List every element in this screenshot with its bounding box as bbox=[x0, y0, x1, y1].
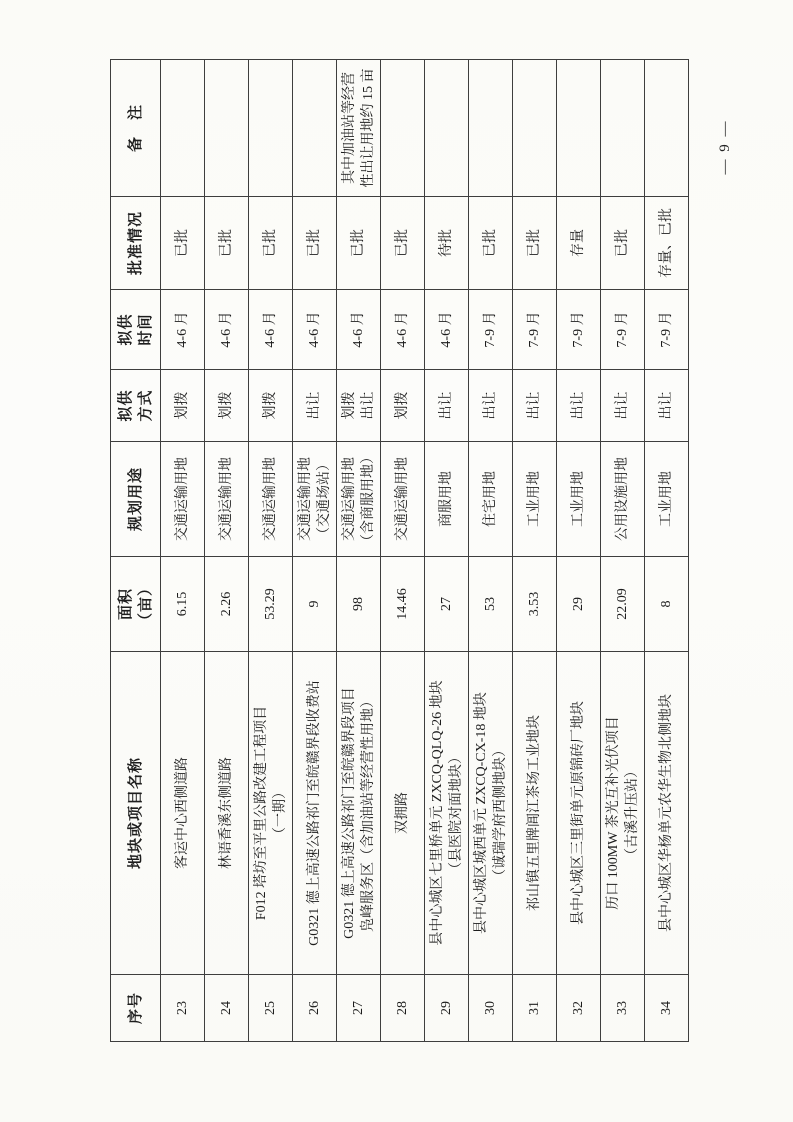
cell-seq: 32 bbox=[557, 975, 601, 1042]
cell-area: 53.29 bbox=[249, 557, 293, 652]
cell-time: 4-6 月 bbox=[205, 290, 249, 370]
cell-method: 出让 bbox=[557, 370, 601, 442]
cell-seq: 25 bbox=[249, 975, 293, 1042]
cell-method: 出让 bbox=[601, 370, 645, 442]
cell-time: 4-6 月 bbox=[381, 290, 425, 370]
cell-use: 交通运输用地 （含商服用地） bbox=[337, 442, 381, 557]
header-use: 规划用途 bbox=[111, 442, 161, 557]
cell-seq: 34 bbox=[645, 975, 689, 1042]
table-row bbox=[381, 60, 425, 1042]
cell-use: 交通运输用地 （交通场站） bbox=[293, 442, 337, 557]
cell-note: 其中加油站等经营 性出让用地约 15 亩 bbox=[337, 60, 381, 197]
cell-seq: 27 bbox=[337, 975, 381, 1042]
cell-method: 出让 bbox=[293, 370, 337, 442]
cell-use: 住宅用地 bbox=[469, 442, 513, 557]
cell-note bbox=[557, 60, 601, 197]
cell-note bbox=[645, 60, 689, 197]
cell-name: G0321 德上高速公路祁门至皖赣界段项目 凫峰服务区（含加油站等经营性用地） bbox=[337, 652, 381, 975]
page-number: — 9 — bbox=[717, 119, 733, 175]
cell-name: 历口 100MW 茶光互补光伏项目 （古溪升压站） bbox=[601, 652, 645, 975]
header-seq: 序号 bbox=[111, 975, 161, 1042]
cell-approval: 存量、已批 bbox=[645, 197, 689, 290]
cell-area: 6.15 bbox=[161, 557, 205, 652]
cell-area: 53 bbox=[469, 557, 513, 652]
cell-time: 7-9 月 bbox=[513, 290, 557, 370]
cell-seq: 29 bbox=[425, 975, 469, 1042]
cell-name: 县中心城区三里街单元原锦砖厂地块 bbox=[557, 652, 601, 975]
table-row bbox=[293, 60, 337, 1042]
cell-note bbox=[381, 60, 425, 197]
cell-note bbox=[513, 60, 557, 197]
cell-use: 工业用地 bbox=[645, 442, 689, 557]
cell-area: 27 bbox=[425, 557, 469, 652]
cell-use: 交通运输用地 bbox=[205, 442, 249, 557]
table-row bbox=[645, 60, 689, 1042]
cell-seq: 30 bbox=[469, 975, 513, 1042]
cell-approval: 已批 bbox=[249, 197, 293, 290]
cell-method: 出让 bbox=[513, 370, 557, 442]
cell-name: 客运中心西侧道路 bbox=[161, 652, 205, 975]
cell-method: 划拨 bbox=[249, 370, 293, 442]
table-row bbox=[205, 60, 249, 1042]
header-approval: 批准情况 bbox=[111, 197, 161, 290]
cell-name: 县中心城区七里桥单元 ZXCQ-QLQ-26 地块 （县医院对面地块） bbox=[425, 652, 469, 975]
header-method: 拟供 方式 bbox=[111, 370, 161, 442]
cell-approval: 已批 bbox=[161, 197, 205, 290]
cell-time: 7-9 月 bbox=[645, 290, 689, 370]
cell-approval: 待批 bbox=[425, 197, 469, 290]
cell-name: G0321 德上高速公路祁门至皖赣界段收费站 bbox=[293, 652, 337, 975]
header-name: 地块或项目名称 bbox=[111, 652, 161, 975]
cell-area: 22.09 bbox=[601, 557, 645, 652]
cell-seq: 33 bbox=[601, 975, 645, 1042]
land-supply-table bbox=[110, 59, 689, 1042]
cell-method: 划拨 bbox=[161, 370, 205, 442]
cell-time: 4-6 月 bbox=[161, 290, 205, 370]
cell-seq: 23 bbox=[161, 975, 205, 1042]
cell-use: 商服用地 bbox=[425, 442, 469, 557]
table-header-row bbox=[111, 60, 161, 1042]
table-row bbox=[557, 60, 601, 1042]
cell-method: 出让 bbox=[645, 370, 689, 442]
cell-name: 林语香溪东侧道路 bbox=[205, 652, 249, 975]
cell-approval: 已批 bbox=[381, 197, 425, 290]
cell-name: 双拥路 bbox=[381, 652, 425, 975]
cell-method: 划拨 bbox=[381, 370, 425, 442]
cell-seq: 24 bbox=[205, 975, 249, 1042]
cell-seq: 28 bbox=[381, 975, 425, 1042]
cell-use: 工业用地 bbox=[557, 442, 601, 557]
cell-note bbox=[425, 60, 469, 197]
cell-seq: 26 bbox=[293, 975, 337, 1042]
cell-approval: 已批 bbox=[601, 197, 645, 290]
cell-method: 划拨 出让 bbox=[337, 370, 381, 442]
cell-area: 8 bbox=[645, 557, 689, 652]
cell-seq: 31 bbox=[513, 975, 557, 1042]
cell-note bbox=[293, 60, 337, 197]
cell-approval: 已批 bbox=[293, 197, 337, 290]
header-time: 拟供 时间 bbox=[111, 290, 161, 370]
cell-approval: 存量 bbox=[557, 197, 601, 290]
table-row bbox=[337, 60, 381, 1042]
cell-area: 9 bbox=[293, 557, 337, 652]
cell-name: 祁山镇五里牌阊江茶场工业地块 bbox=[513, 652, 557, 975]
cell-time: 4-6 月 bbox=[425, 290, 469, 370]
cell-use: 工业用地 bbox=[513, 442, 557, 557]
table-row bbox=[513, 60, 557, 1042]
rotated-table-container bbox=[110, 60, 688, 1042]
cell-method: 出让 bbox=[425, 370, 469, 442]
cell-note bbox=[205, 60, 249, 197]
table-row bbox=[161, 60, 205, 1042]
cell-name: F012 塔坊至平里公路改建工程项目 （一期） bbox=[249, 652, 293, 975]
header-note: 备 注 bbox=[111, 60, 161, 197]
cell-note bbox=[161, 60, 205, 197]
cell-note bbox=[249, 60, 293, 197]
cell-note bbox=[469, 60, 513, 197]
cell-time: 7-9 月 bbox=[557, 290, 601, 370]
cell-area: 29 bbox=[557, 557, 601, 652]
cell-time: 4-6 月 bbox=[337, 290, 381, 370]
cell-approval: 已批 bbox=[513, 197, 557, 290]
cell-time: 7-9 月 bbox=[469, 290, 513, 370]
cell-area: 98 bbox=[337, 557, 381, 652]
table-row bbox=[249, 60, 293, 1042]
cell-use: 交通运输用地 bbox=[381, 442, 425, 557]
cell-method: 出让 bbox=[469, 370, 513, 442]
cell-name: 县中心城区城西单元 ZXCQ-CX-18 地块 （诚瑞学府西侧地块） bbox=[469, 652, 513, 975]
cell-name: 县中心城区华杨单元农华生物北侧地块 bbox=[645, 652, 689, 975]
header-area: 面积 （亩） bbox=[111, 557, 161, 652]
table-row bbox=[469, 60, 513, 1042]
cell-approval: 已批 bbox=[205, 197, 249, 290]
cell-time: 4-6 月 bbox=[249, 290, 293, 370]
cell-area: 3.53 bbox=[513, 557, 557, 652]
cell-time: 7-9 月 bbox=[601, 290, 645, 370]
cell-time: 4-6 月 bbox=[293, 290, 337, 370]
cell-method: 划拨 bbox=[205, 370, 249, 442]
cell-approval: 已批 bbox=[337, 197, 381, 290]
cell-area: 14.46 bbox=[381, 557, 425, 652]
cell-note bbox=[601, 60, 645, 197]
cell-use: 公用设施用地 bbox=[601, 442, 645, 557]
table-row bbox=[425, 60, 469, 1042]
cell-area: 2.26 bbox=[205, 557, 249, 652]
table-row bbox=[601, 60, 645, 1042]
cell-use: 交通运输用地 bbox=[249, 442, 293, 557]
cell-approval: 已批 bbox=[469, 197, 513, 290]
cell-use: 交通运输用地 bbox=[161, 442, 205, 557]
